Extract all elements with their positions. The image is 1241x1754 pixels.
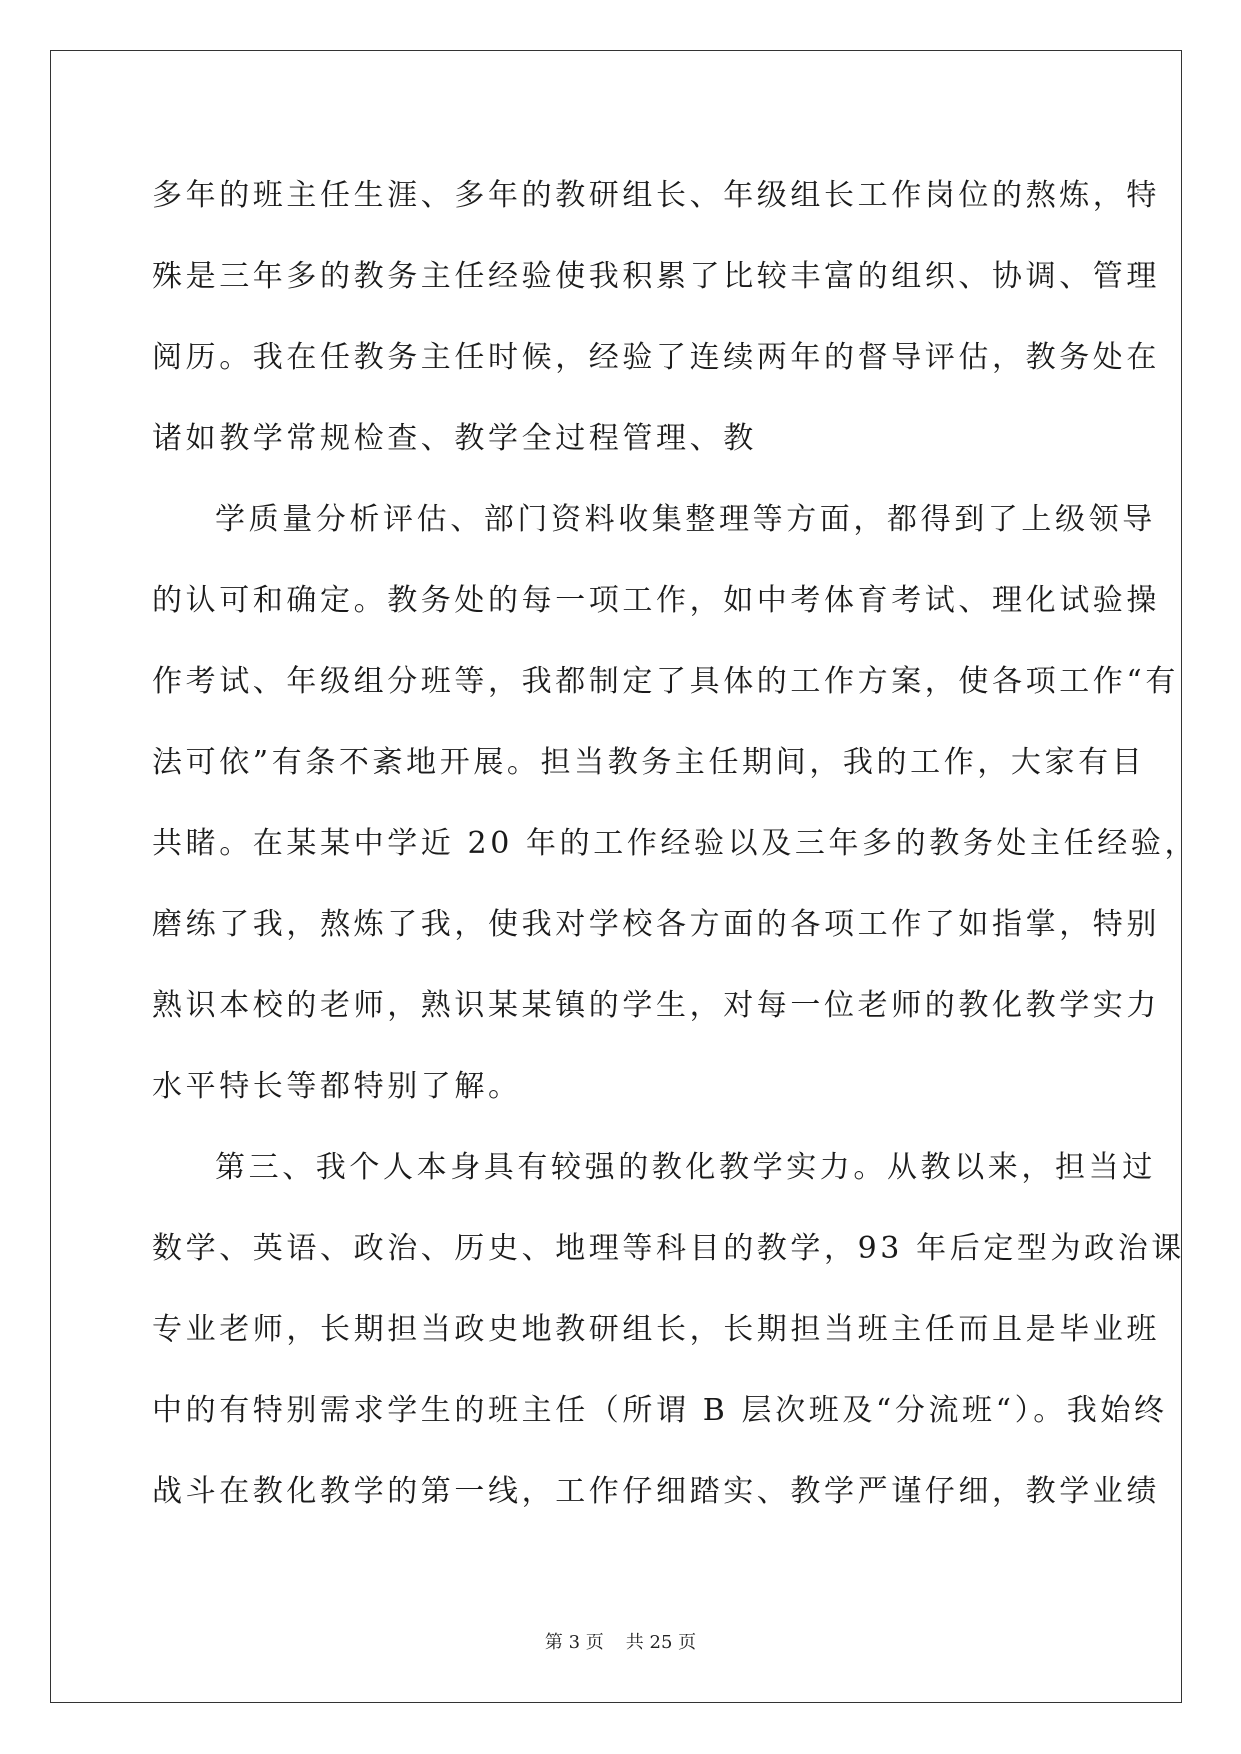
text-line: 的认可和确定。教务处的每一项工作，如中考体育考试、理化试验操 — [152, 583, 1160, 618]
text-line: 熟识本校的老师，熟识某某镇的学生，对每一位老师的教化教学实力 — [152, 988, 1160, 1023]
text-line: 阅历。我在任教务主任时候，经验了连续两年的督导评估，教务处在 — [152, 340, 1160, 375]
text-line: 第三、我个人本身具有较强的教化教学实力。从教以来，担当过 — [215, 1150, 1156, 1185]
text-line: 诸如教学常规检查、教学全过程管理、教 — [152, 421, 757, 456]
page-total: 共 25 页 — [625, 1632, 697, 1653]
text-line: 数学、英语、政治、历史、地理等科目的教学，93 年后定型为政治课 — [152, 1231, 1185, 1266]
text-line: 专业老师，长期担当政史地教研组长，长期担当班主任而且是毕业班 — [152, 1312, 1160, 1347]
text-line: 磨练了我，熬炼了我，使我对学校各方面的各项工作了如指掌，特别 — [152, 907, 1160, 942]
text-line: 作考试、年级组分班等，我都制定了具体的工作方案，使各项工作“有 — [152, 664, 1179, 699]
text-line: 战斗在教化教学的第一线，工作仔细踏实、教学严谨仔细，教学业绩 — [152, 1474, 1160, 1509]
page-number: 第 3 页 — [544, 1632, 604, 1653]
text-line: 多年的班主任生涯、多年的教研组长、年级组长工作岗位的熬炼，特 — [152, 178, 1160, 213]
document-body — [152, 155, 1199, 1532]
page-footer — [0, 1628, 1241, 1654]
text-line: 法可依”有条不紊地开展。担当教务主任期间，我的工作，大家有目 — [152, 745, 1146, 780]
text-line: 学质量分析评估、部门资料收集整理等方面，都得到了上级领导 — [215, 502, 1156, 537]
text-line: 殊是三年多的教务主任经验使我积累了比较丰富的组织、协调、管理 — [152, 259, 1160, 294]
text-line: 水平特长等都特别了解。 — [152, 1069, 522, 1104]
text-line: 共睹。在某某中学近 20 年的工作经验以及三年多的教务处主任经验， — [152, 826, 1199, 861]
text-line: 中的有特别需求学生的班主任（所谓 B 层次班及“分流班“）。我始终 — [152, 1393, 1168, 1428]
